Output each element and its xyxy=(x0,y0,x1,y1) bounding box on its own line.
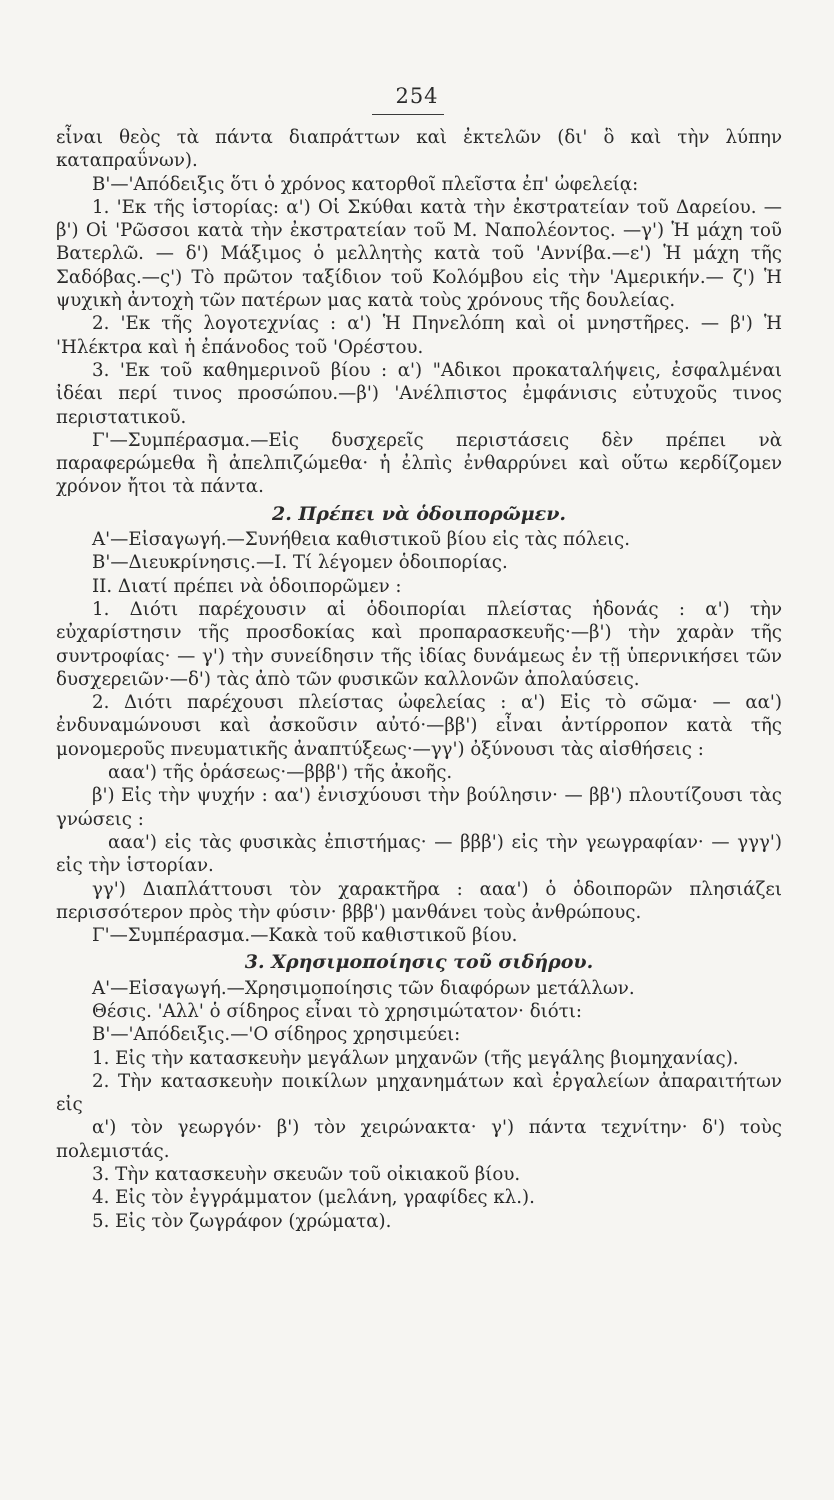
text-paragraph: Γ'—Συμπέρασμα.—Κακὰ τοῦ καθιστικοῦ βίου. xyxy=(92,925,518,947)
text-paragraph: 2. Διότι παρέχουσι πλείστας ὠφελείας : α') Εἰς τὸ σῶμα· — αα') ἐνδυναμώνουσι καὶ ἀσκοῦσιν αὐτό·—ββ') εἶναι ἀντίρροπον κατὰ τῆς μονομεροῦς πνευματικῆς ἀναπτύξεως·—γγ') ὀξύνουσι τὰς αἰσθήσεις : xyxy=(56,692,782,760)
page-number-rule xyxy=(372,114,444,115)
text-paragraph: εἶναι θεὸς τὰ πάντα διαπράττων καὶ ἐκτελῶν (δι' ὃ καὶ τὴν λύπην καταπραΰνων). xyxy=(56,127,782,172)
text-paragraph: Β'—'Απόδειξις.—'Ο σίδηρος χρησιμεύει: xyxy=(92,1024,461,1046)
text-paragraph: Β'—'Απόδειξις ὅτι ὁ χρόνος κατορθοῖ πλεῖστα ἐπ' ὠφελείᾳ: xyxy=(92,173,639,195)
text-body xyxy=(56,126,782,1233)
text-paragraph: Α'—Εἰσαγωγή.—Συνήθεια καθιστικοῦ βίου εἰς τὰς πόλεις. xyxy=(92,529,631,551)
text-paragraph: 3. 'Εκ τοῦ καθημερινοῦ βίου : α') "Αδικοι προκαταλήψεις, ἐσφαλμέναι ἰδέαι περί τινος προσώπου.—β') 'Ανέλπιστος ἐμφάνισις εὐτυχοῦς τινος περιστατικοῦ. xyxy=(56,359,782,428)
text-paragraph: 2. 'Εκ τῆς λογοτεχνίας : α') Ἡ Πηνελόπη καὶ οἱ μνηστῆρες. — β') Ἡ 'Ηλέκτρα καὶ ἡ ἐπάνοδος τοῦ 'Ορέστου. xyxy=(56,313,782,358)
text-paragraph: Α'—Εἰσαγωγή.—Χρησιμοποίησις τῶν διαφόρων μετάλλων. xyxy=(92,977,635,999)
text-paragraph: Γ'—Συμπέρασμα.—Εἰς δυσχερεῖς περιστάσεις δὲν πρέπει νὰ παραφερώμεθα ἢ ἀπελπιζώμεθα· ἡ ἐλπὶς ἐνθαρρύνει καὶ οὕτω κερδίζομεν χρόνον ἤτοι τὰ πάντα. xyxy=(56,429,782,498)
text-paragraph: α') τὸν γεωργόν· β') τὸν χειρώνακτα· γ') πάντα τεχνίτην· δ') τοὺς πολεμιστάς. xyxy=(56,1117,782,1162)
text-paragraph: ααα') εἰς τὰς φυσικὰς ἐπιστήμας· — βββ') εἰς τὴν γεωγραφίαν· — γγγ') εἰς τὴν ἱστορίαν. xyxy=(56,831,782,877)
text-paragraph: 2. Τὴν κατασκευὴν ποικίλων μηχανημάτων καὶ ἐργαλείων ἀπαραιτήτων εἰς xyxy=(56,1070,782,1116)
text-paragraph: 3. Τὴν κατασκευὴν σκευῶν τοῦ οἰκιακοῦ βίου. xyxy=(92,1164,521,1186)
text-paragraph: 1. 'Εκ τῆς ἱστορίας: α') Οἱ Σκύθαι κατὰ τὴν ἐκστρατείαν τοῦ Δαρείου. — β') Οἱ 'Ρῶσσοι κατὰ τὴν ἐκστρατείαν τοῦ Μ. Ναπολέοντος. —γ') Ἡ μάχη τοῦ Βατερλῶ. — δ') Μάξιμος ὁ μελλητὴς κατὰ τοῦ 'Αννίβα.—ε') Ἡ μάχη τῆς Σαδόβας.—ς') Τὸ πρῶτον ταξίδιον τοῦ Κολόμβου εἰς τὴν 'Αμερικήν.— ζ') Ἡ ψυχικὴ ἀντοχὴ τῶν πατέρων μας κατὰ τοὺς χρόνους τῆς δουλείας. xyxy=(56,196,782,312)
section-heading: 2. Πρέπει νὰ ὁδοιπορῶμεν. xyxy=(271,502,567,525)
text-paragraph: 4. Εἰς τὸν ἐγγράμματον (μελάνη, γραφίδες κλ.). xyxy=(92,1187,535,1209)
section-heading: 3. Χρησιμοποίησις τοῦ σιδήρου. xyxy=(244,951,594,974)
text-paragraph: 5. Εἰς τὸν ζωγράφον (χρώματα). xyxy=(92,1210,392,1232)
text-paragraph: ΙΙ. Διατί πρέπει νὰ ὁδοιπορῶμεν : xyxy=(92,575,402,597)
text-paragraph: 1. Εἰς τὴν κατασκευὴν μεγάλων μηχανῶν (τῆς μεγάλης βιομηχανίας). xyxy=(92,1047,739,1069)
text-paragraph: β') Εἰς τὴν ψυχήν : αα') ἐνισχύουσι τὴν βούλησιν· — ββ') πλουτίζουσι τὰς γνώσεις : xyxy=(56,785,782,830)
text-paragraph: 1. Διότι παρέχουσιν αἱ ὁδοιπορίαι πλείστας ἡδονάς : α') τὴν εὐχαρίστησιν τῆς προσδοκίας καὶ προπαρασκευῆς·—β') τὴν χαρὰν τῆς συντροφίας· — γ') τὴν συνείδησιν τῆς ἰδίας δυνάμεως ἐν τῇ ὑπερνικήσει τῶν δυσχερειῶν·—δ') τὰς ἀπὸ τῶν φυσικῶν καλλονῶν ἀπολαύσεις. xyxy=(56,598,782,690)
text-paragraph: γγ') Διαπλάττουσι τὸν χαρακτῆρα : ααα') ὁ ὁδοιπορῶν πλησιάζει περισσότερον πρὸς τὴν φύσιν· βββ') μανθάνει τοὺς ἀνθρώπους. xyxy=(56,878,782,923)
text-paragraph: ααα') τῆς ὁράσεως·—βββ') τῆς ἀκοῆς. xyxy=(108,762,453,784)
text-paragraph: Θέσις. 'Αλλ' ὁ σίδηρος εἶναι τὸ χρησιμώτατον· διότι: xyxy=(92,1000,583,1022)
page-number: 254 xyxy=(395,84,439,108)
text-paragraph: Β'—Διευκρίνησις.—Ι. Τί λέγομεν ὁδοιπορίας. xyxy=(92,552,508,574)
